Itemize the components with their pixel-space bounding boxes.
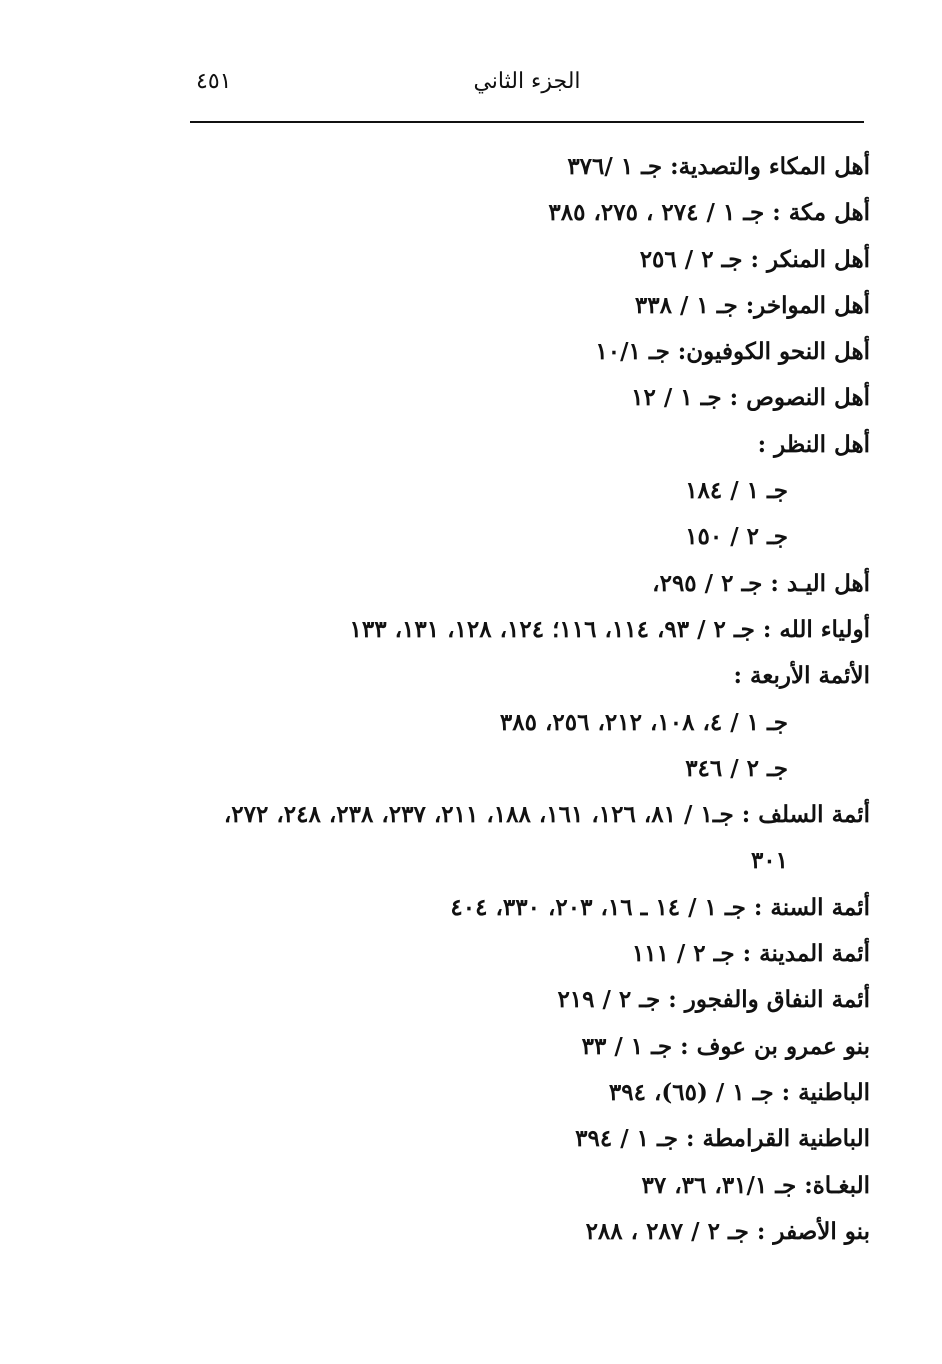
index-subentry: جـ ٢ / ٣٤٦ [685, 754, 788, 782]
index-entry-ahl-al-mukaa: أهل المكاء والتصدية: جـ ١ /٣٧٦ [567, 153, 870, 180]
index-entry-aimmat-al-salaf: أئمة السلف : جـ١ / ٨١، ١٢٦، ١٦١، ١٨٨، ٢١١، ٢٣٧، ٢٣٨، ٢٤٨، ٢٧٢، [223, 801, 870, 829]
header-divider [190, 121, 864, 123]
index-entry-awliya-allah: أولياء الله : جـ ٢ / ٩٣، ١١٤، ١١٦؛ ١٢٤، ١٢٨، ١٣١، ١٣٣ [349, 615, 870, 643]
index-entry-ahl-al-yad: أهل اليـد : جـ ٢ / ٢٩٥، [652, 569, 870, 597]
index-subentry: جـ ١ / ٤، ١٠٨، ٢١٢، ٢٥٦، ٣٨٥ [499, 708, 788, 736]
index-list [180, 144, 870, 1255]
index-entry-ahl-al-nahw: أهل النحو الكوفيون: جـ ١٠/١ [595, 338, 870, 366]
running-title: الجزء الثاني [473, 69, 581, 94]
index-entry-aimmat-al-nifaq: أئمة النفاق والفجور : جـ ٢ / ٢١٩ [557, 986, 870, 1014]
index-entry-banu-al-asfar: بنو الأصفر : جـ ٢ / ٢٨٧ ، ٢٨٨ [585, 1217, 870, 1245]
index-entry-ahl-al-nazar: أهل النظر : [757, 430, 870, 458]
page-header [190, 62, 864, 102]
index-entry-al-bughat: البغـاة: جـ ٣١/١، ٣٦، ٣٧ [641, 1171, 870, 1199]
index-entry-ahl-al-mawakhir: أهل المواخر: جـ ١ / ٣٣٨ [634, 291, 870, 319]
index-entry-ahl-al-munkar: أهل المنكر : جـ ٢ / ٢٥٦ [639, 245, 870, 273]
index-entry-continuation: ٣٠١ [750, 847, 788, 875]
page-number: ٤٥١ [196, 69, 232, 94]
index-entry-ahl-makkah: أهل مكة : جـ ١ / ٢٧٤ ، ٢٧٥، ٣٨٥ [548, 199, 870, 227]
index-entry-al-aimma-al-arbaa: الأئمة الأربعة : [733, 662, 870, 690]
index-entry-aimmat-al-madina: أئمة المدينة : جـ ٢ / ١١١ [631, 940, 870, 968]
index-entry-banu-amr: بنو عمرو بن عوف : جـ ١ / ٣٣ [581, 1032, 870, 1060]
index-entry-aimmat-al-sunna: أئمة السنة : جـ ١ / ١٤ ـ ١٦، ٢٠٣، ٣٣٠، ٤٠٤ [450, 893, 870, 921]
index-subentry: جـ ١ / ١٨٤ [685, 477, 788, 505]
index-entry-ahl-al-nusus: أهل النصوص : جـ ١ / ١٢ [631, 384, 870, 412]
index-entry-al-batiniyya: الباطنية : جـ ١ / (٦٥)، ٣٩٤ [608, 1078, 870, 1106]
index-subentry: جـ ٢ / ١٥٠ [685, 523, 788, 551]
index-entry-al-batiniyya-al-qaramita: الباطنية القرامطة : جـ ١ / ٣٩٤ [575, 1125, 870, 1153]
